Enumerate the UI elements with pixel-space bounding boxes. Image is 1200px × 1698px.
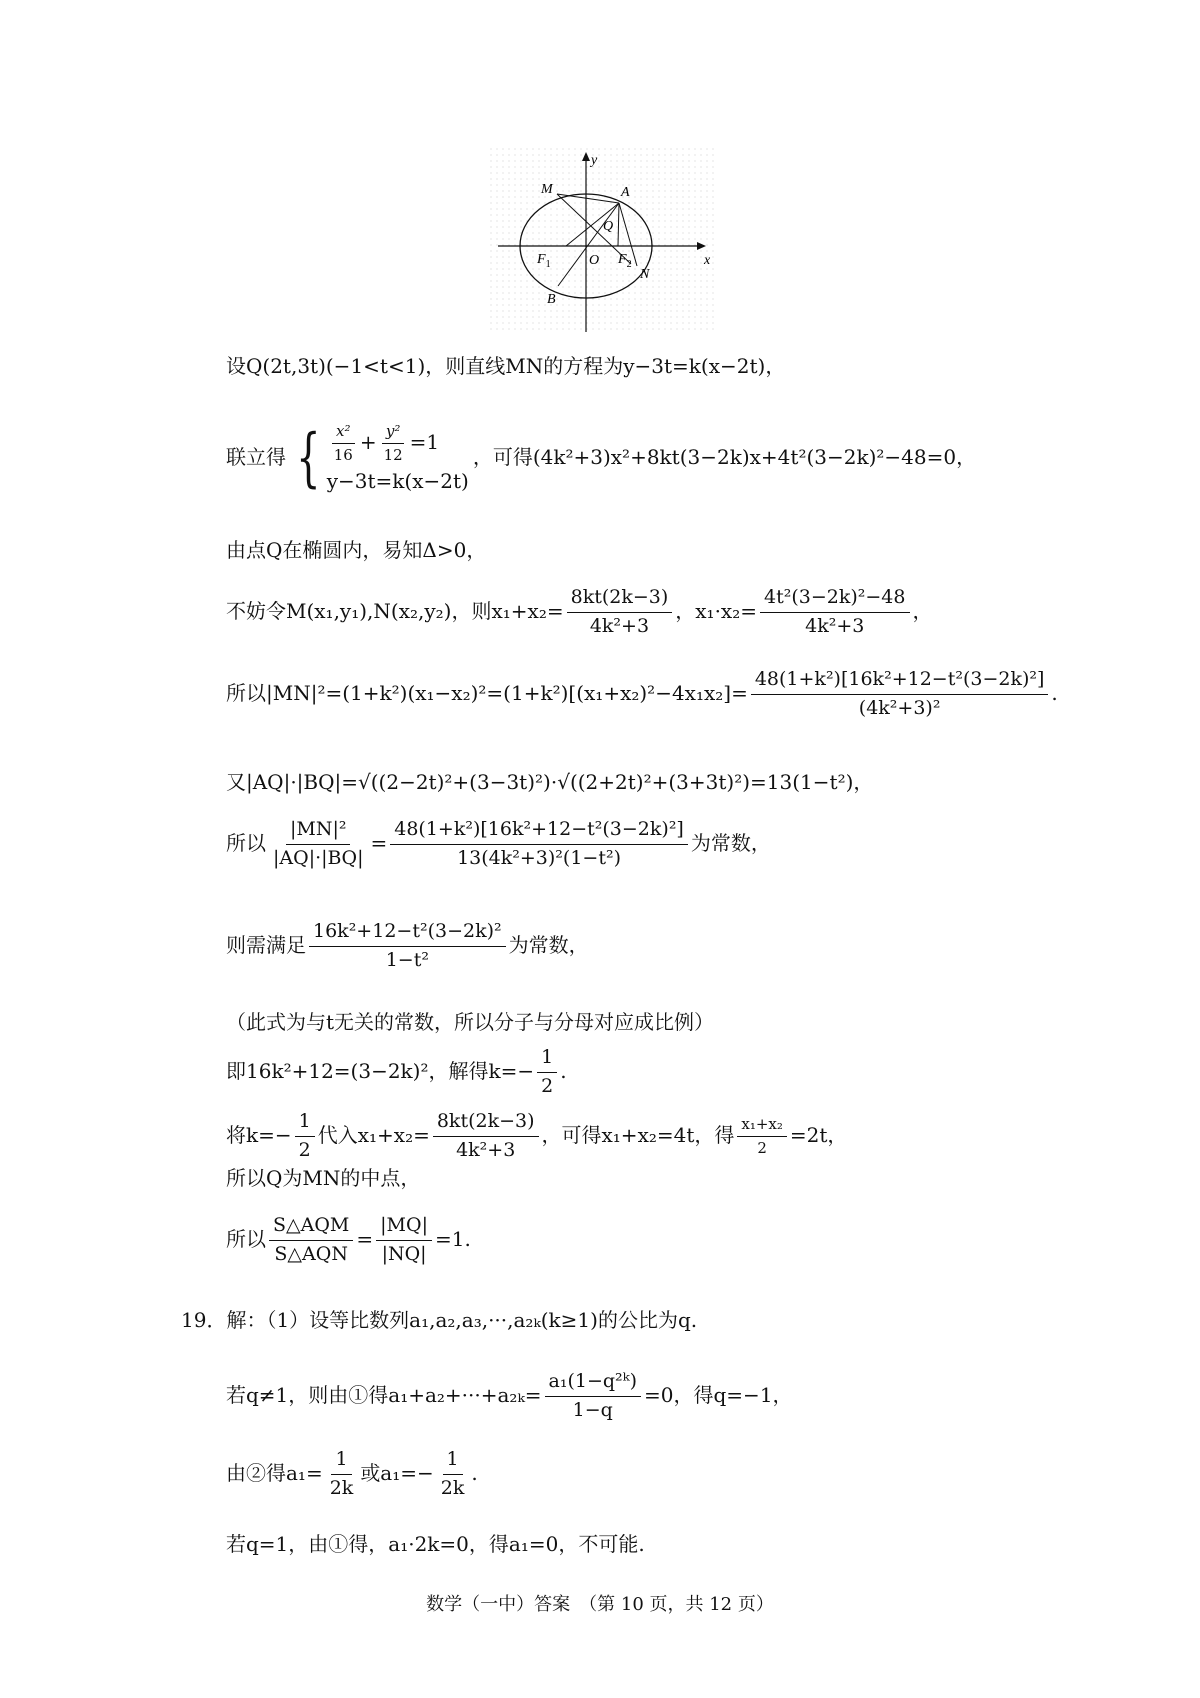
label-y: y	[591, 153, 598, 168]
line-16-c: .	[471, 1460, 478, 1485]
a1-pos-num: 1	[331, 1448, 351, 1475]
line-15-b: =0，得q=−1，	[644, 1382, 793, 1407]
k-value-den: 2	[298, 1138, 311, 1161]
sum-frac-den: 4k²+3	[589, 614, 650, 637]
line-15-a: 若q≠1，则由①得a₁+a₂+···+a₂ₖ=	[226, 1382, 542, 1407]
sum-again-num: 8kt(2k−3)	[433, 1110, 539, 1137]
text-line-3: 由点Q在椭圆内，易知Δ>0，	[226, 538, 487, 562]
line-13-b: =1.	[435, 1226, 471, 1251]
line-7-eq: =	[370, 830, 388, 855]
geometric-sum-num: a₁(1−q²ᵏ)	[545, 1370, 642, 1397]
text-line-11	[226, 1110, 847, 1163]
text-line-7	[226, 818, 771, 871]
line-5-a: 所以|MN|²=(1+k²)(x₁−x₂)²=(1+k²)[(x₁+x₂)²−4x₁x₂]=	[226, 680, 748, 705]
midpoint-frac-den: 2	[757, 1138, 767, 1157]
line-4-a: 不妨令M(x₁,y₁),N(x₂,y₂)，则x₁+x₂=	[226, 598, 564, 623]
ratio-den: |AQ|·|BQ|	[273, 846, 364, 869]
label-x: x	[704, 253, 711, 268]
system-eq-1: $\frac{\text{x²}}{16}$ + $\frac{\text{y²}}{12}$ =1	[327, 422, 469, 465]
line-10-b: .	[560, 1058, 567, 1083]
system-eq-2: y−3t=k(x−2t)	[326, 468, 469, 493]
ellipse-diagram	[490, 148, 714, 334]
ratio-num: |MN|²	[286, 818, 351, 845]
k-frac-num: 1	[537, 1046, 557, 1073]
line-4-c: ，	[912, 598, 933, 623]
system-eq-1-rest: =1	[409, 429, 440, 454]
text-line-2	[226, 422, 976, 495]
label-q: Q	[603, 219, 614, 234]
line-8-a: 则需满足	[226, 932, 306, 957]
text-line-16	[226, 1448, 478, 1501]
midpoint-frac-num: x₁+x₂	[737, 1115, 787, 1137]
length-ratio-num: |MQ|	[376, 1214, 432, 1241]
label-m: M	[541, 182, 553, 197]
a1-neg-num: 1	[443, 1448, 463, 1475]
line-16-b: 或a₁=−	[360, 1460, 434, 1485]
label-a: A	[621, 185, 630, 200]
line-2-prefix: 联立得	[226, 444, 286, 469]
figure-background	[490, 148, 714, 334]
line-7-b: 为常数，	[690, 830, 771, 855]
product-frac-num: 4t²(3−2k)²−48	[760, 586, 910, 613]
k-frac-den: 2	[541, 1074, 554, 1097]
geometric-sum-den: 1−q	[572, 1398, 613, 1421]
label-origin: O	[589, 253, 600, 268]
text-line-15	[226, 1370, 793, 1423]
line-2-suffix: ，可得(4k²+3)x²+8kt(3−2k)x+4t²(3−2k)²−48=0，	[472, 444, 977, 469]
text-line-4	[226, 586, 933, 639]
text-line-12: 所以Q为MN的中点，	[226, 1166, 421, 1190]
label-b: B	[547, 292, 556, 307]
text-line-1: 设Q(2t,3t)(−1<t<1)，则直线MN的方程为y−3t=k(x−2t)，	[226, 354, 786, 378]
a1-neg-den: 2k	[440, 1476, 465, 1499]
frac-y2-num: y²	[382, 422, 405, 444]
text-line-6: 又|AQ|·|BQ|=√((2−2t)²+(3−3t)²)·√((2+2t)²+(3+3t)²)=13(1−t²)，	[226, 770, 874, 794]
text-line-8	[226, 920, 589, 973]
page-footer: 数学（一中）答案 （第 10 页，共 12 页）	[426, 1594, 774, 1615]
line-11-c: ，可得x₁+x₂=4t，得	[541, 1122, 735, 1147]
mn-squared-num: 48(1+k²)[16k²+12−t²(3−2k)²]	[751, 668, 1049, 695]
label-n: N	[640, 267, 650, 282]
k-value-num: 1	[295, 1110, 315, 1137]
line-4-b: ，x₁·x₂=	[675, 598, 757, 623]
line-8-b: 为常数，	[508, 932, 589, 957]
product-frac-den: 4k²+3	[805, 614, 865, 637]
line-5-b: .	[1051, 680, 1058, 705]
area-ratio-num: S△AQM	[269, 1214, 353, 1241]
text-line-10	[226, 1046, 567, 1099]
line-11-b: 代入x₁+x₂=	[317, 1122, 430, 1147]
sum-again-den: 4k²+3	[456, 1138, 516, 1161]
frac-y2-den: 12	[383, 445, 403, 464]
equation-system	[288, 422, 469, 495]
line-11-a: 将k=−	[226, 1122, 292, 1147]
line-10-a: 即16k²+12=(3−2k)²，解得k=−	[226, 1058, 535, 1083]
label-f1: $F_1$	[537, 252, 551, 270]
line-16-a: 由②得a₁=	[226, 1460, 323, 1485]
mn-squared-den: (4k²+3)²	[858, 696, 941, 719]
line-11-d: =2t，	[789, 1122, 848, 1147]
constant-frac-num: 16k²+12−t²(3−2k)²	[309, 920, 506, 947]
ratio-value-den: 13(4k²+3)²(1−t²)	[457, 846, 622, 869]
ratio-value-num: 48(1+k²)[16k²+12−t²(3−2k)²]	[390, 818, 688, 845]
a1-pos-den: 2k	[329, 1476, 354, 1499]
line-7-a: 所以	[226, 830, 266, 855]
text-line-13	[226, 1214, 471, 1267]
question-19-heading: 19．解：（1）设等比数列a₁,a₂,a₃,···,a₂ₖ(k≥1)的公比为q.	[181, 1308, 698, 1332]
length-ratio-den: |NQ|	[381, 1242, 427, 1265]
label-f2: $F_2$	[618, 252, 632, 270]
constant-frac-den: 1−t²	[385, 948, 429, 971]
line-13-a: 所以	[226, 1226, 266, 1251]
text-line-5	[226, 668, 1058, 721]
frac-x2-num: x²	[332, 422, 354, 444]
text-line-17: 若q=1，由①得，a₁·2k=0，得a₁=0，不可能.	[226, 1532, 645, 1556]
text-line-9: （此式为与t无关的常数，所以分子与分母对应成比例）	[226, 1010, 715, 1034]
sum-frac-num: 8kt(2k−3)	[567, 586, 673, 613]
area-ratio-den: S△AQN	[274, 1242, 348, 1265]
left-brace-icon: {	[296, 421, 321, 496]
line-13-eq: =	[356, 1226, 374, 1251]
frac-x2-den: 16	[333, 445, 353, 464]
